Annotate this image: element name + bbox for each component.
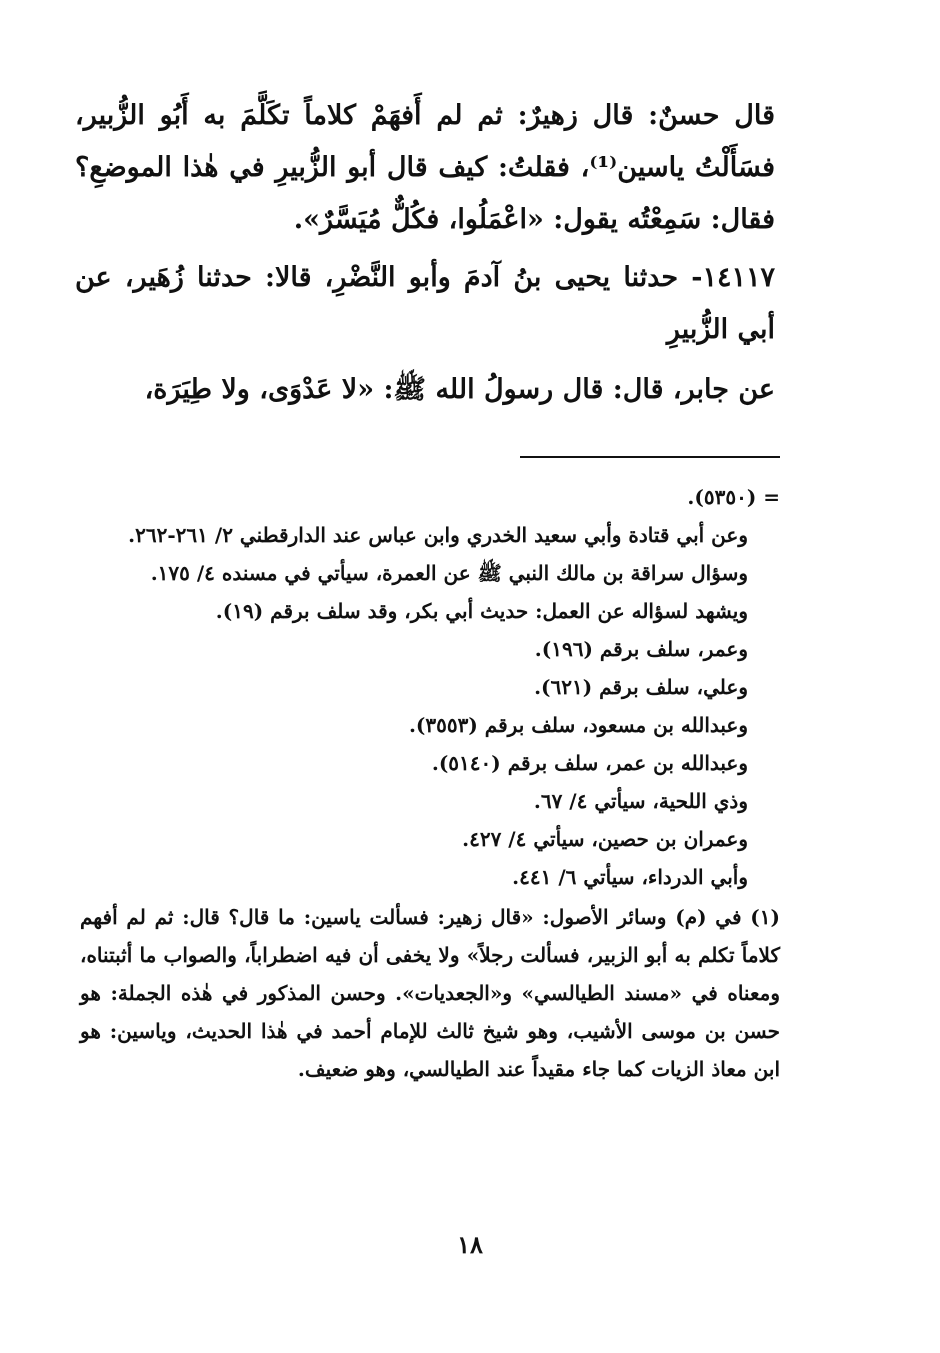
main-paragraph: قال حسنٌ: قال زهيرٌ: ثم لم أَفهَمْ كلاماً تكَلَّمَ به أَبُو الزُّبير، فسَأَلْتُ ياسين⁽¹⁾، فقلتُ: كيف قال أبو الزُّبيرِ في هٰذا الموضعِ؟ فقال: سَمِعْتُه يقول: «اعْمَلُوا، فكُلٌّ مُيَسَّرٌ». <box>75 100 776 235</box>
footnotes <box>80 478 780 1088</box>
page-number: ١٨ <box>457 1230 483 1259</box>
hadith-heading: ١٤١١٧- حدثنا يحيى بنُ آدمَ وأبو النَّضْرِ، قالا: حدثنا زُهَير، عن أبي الزُّبيرِ <box>75 262 775 345</box>
footnote-line: وعبدالله بن عمر، سلف برقم (٥١٤٠). <box>431 751 748 775</box>
footnote-1: (١) في (م) وسائر الأصول: «قال زهير: فسألت ياسين: ما قال؟ قال: ثم لم أفهم كلاماً تكلم به أبو الزبير، فسألت رجلاً» ولا يخفى أن فيه اضطراباً، والصواب ما أثبتناه، ومعناه في «مسند الطيالسي» و«الجعديات». وحسن المذكور في هٰذه الجملة: هو حسن بن موسى الأشيب، وهو شيخ ثالث للإمام أحمد في هٰذا الحديث، وياسين: هو ابن معاذ الزيات كما جاء مقيداً عند الطيالسي، وهو ضعيف. <box>80 905 780 1081</box>
footnote-line: = (٥٣٥٠). <box>687 485 780 509</box>
hadith-text: عن جابر، قال: قال رسولُ الله ﷺ: «لا عَدْوَى، ولا طِيَرَة، <box>144 374 775 405</box>
footnote-line: وعن أبي قتادة وأبي سعيد الخدري وابن عباس عند الدارقطني ٢/ ٢٦١-٢٦٢. <box>128 523 748 547</box>
footnote-line: ويشهد لسؤاله عن العمل: حديث أبي بكر، وقد سلف برقم (١٩). <box>215 599 748 623</box>
footnote-line: وعلي، سلف برقم (٦٢١). <box>534 675 748 699</box>
footnote-line: وعمر، سلف برقم (١٩٦). <box>534 637 748 661</box>
footnote-line: وسؤال سراقة بن مالك النبي ﷺ عن العمرة، سيأتي في مسنده ٤/ ١٧٥. <box>150 561 748 585</box>
main-text <box>75 90 775 416</box>
footnote-line: وذي اللحية، سيأتي ٤/ ٦٧. <box>533 789 748 813</box>
footnote-line: وعمران بن حصين، سيأتي ٤/ ٤٢٧. <box>462 827 748 851</box>
footnote-line: وعبدالله بن مسعود، سلف برقم (٣٥٥٣). <box>408 713 748 737</box>
footnote-divider <box>520 456 780 458</box>
footnote-line: وأبي الدرداء، سيأتي ٦/ ٤٤١. <box>512 865 748 889</box>
